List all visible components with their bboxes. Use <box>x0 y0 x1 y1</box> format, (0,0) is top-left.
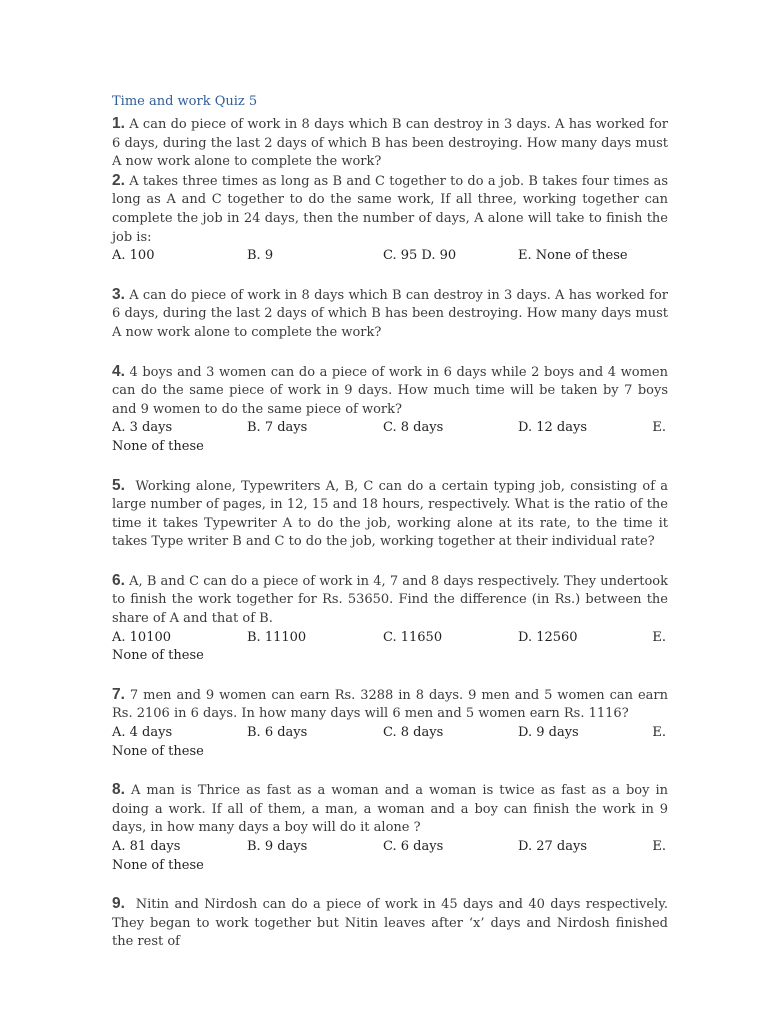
option-a: A. 10100 <box>112 629 172 645</box>
question-text: A can do piece of work in 8 days which B can destroy in 3 days. A has worked for 6 days, during the last 2 days of which B has been destroying. How many days must A now work alone to complete the work? <box>112 287 669 340</box>
question-5 <box>112 477 668 552</box>
option-d: D. 12 days <box>518 420 587 436</box>
option-e-tail: None of these <box>112 438 204 454</box>
spacer <box>112 266 668 286</box>
option-c: C. 6 days <box>383 839 444 854</box>
option-c: C. 8 days <box>383 725 444 741</box>
options-row <box>112 419 668 438</box>
option-e: E. <box>652 839 666 854</box>
options-row <box>112 247 668 266</box>
option-d: D. 12560 <box>518 629 578 645</box>
question-number: 8. <box>112 781 125 799</box>
question-text: A can do piece of work in 8 days which B can destroy in 3 days. A has worked for 6 days, during the last 2 days of which B has been destroying. How many days must A now work alone to complete the work? <box>112 117 669 170</box>
question-number: 1. <box>112 115 125 132</box>
page-title: Time and work Quiz 5 <box>112 94 258 109</box>
option-a: A. 100 <box>112 248 155 264</box>
spacer <box>112 761 668 781</box>
spacer <box>112 666 668 686</box>
option-b: B. 7 days <box>247 420 308 436</box>
options-row <box>112 838 668 857</box>
question-text: Nitin and Nirdosh can do a piece of work in 45 days and 40 days respectively. They began to work together but Nitin leaves after ‘x’ days and Nirdosh finished the rest of <box>112 897 669 950</box>
question-text: Working alone, Typewriters A, B, C can do a certain typing job, consisting of a large number of pages, in 12, 15 and 18 hours, respectively. What is the ratio of the time it takes Typewriter A to do the job, working alone at its rate, to the time it takes Type writer B and C to do the job, working together at their individual rate? <box>112 478 668 550</box>
question-number: 6. <box>112 571 125 589</box>
option-d: D. 27 days <box>518 839 587 854</box>
question-number: 9. <box>112 895 125 913</box>
question-number: 3. <box>112 285 125 303</box>
spacer <box>112 457 668 477</box>
options-row <box>112 724 668 743</box>
option-e-tail: None of these <box>112 857 204 873</box>
option-c: C. 11650 <box>383 629 443 645</box>
question-number: 5. <box>112 476 125 494</box>
question-text: A takes three times as long as B and C together to do a job. B takes four times as long as A and C together to do the same work, If all three, working together can complete the job in 24 days, then the number of days, A alone will take to finish the job is: <box>112 173 668 245</box>
option-a: A. 3 days <box>112 420 173 436</box>
option-e: E. <box>652 420 666 436</box>
option-b: B. 9 <box>247 248 274 264</box>
option-a: A. 4 days <box>112 725 173 741</box>
option-e-tail: None of these <box>112 648 204 664</box>
question-2 <box>112 172 668 247</box>
option-c: C. 95 D. 90 <box>383 248 457 264</box>
option-b: B. 6 days <box>247 725 308 741</box>
option-d: D. 9 days <box>518 725 579 741</box>
question-text: A man is Thrice as fast as a woman and a woman is twice as fast as a boy in doing a work. If all of them, a man, a woman and a boy can finish the work in 9 days, in how many days a boy will do it alone ? <box>112 783 668 836</box>
options-row <box>112 629 668 648</box>
option-b: B. 9 days <box>247 839 308 854</box>
option-c: C. 8 days <box>383 420 444 436</box>
spacer <box>112 552 668 572</box>
question-7 <box>112 686 668 724</box>
option-b: B. 11100 <box>247 629 307 645</box>
question-number: 2. <box>112 171 125 189</box>
question-text: 7 men and 9 women can earn Rs. 3288 in 8 days. 9 men and 5 women can earn Rs. 2106 in 6 days. In how many days will 6 men and 5 women earn Rs. 1116? <box>112 687 668 722</box>
option-e: E. <box>652 629 666 645</box>
question-number: 7. <box>112 685 125 703</box>
question-1 <box>112 115 668 172</box>
option-e: E. <box>652 725 666 741</box>
spacer <box>112 343 668 363</box>
question-number: 4. <box>112 362 125 380</box>
document-page <box>112 94 668 952</box>
question-8 <box>112 781 668 838</box>
question-3 <box>112 286 668 343</box>
question-text: 4 boys and 3 women can do a piece of work in 6 days while 2 boys and 4 women can do the same piece of work in 9 days. How much time will be taken by 7 boys and 9 women to do the same piece of work? <box>112 364 668 417</box>
option-e-tail: None of these <box>112 743 204 759</box>
option-e: E. None of these <box>518 248 628 264</box>
spacer <box>112 875 668 895</box>
question-6 <box>112 572 668 629</box>
option-a: A. 81 days <box>112 839 181 854</box>
question-9 <box>112 895 668 952</box>
question-text: A, B and C can do a piece of work in 4, 7 and 8 days respectively. They undertook to finish the work together for Rs. 53650. Find the difference (in Rs.) between the share of A and that of B. <box>112 573 668 627</box>
question-4 <box>112 363 668 420</box>
